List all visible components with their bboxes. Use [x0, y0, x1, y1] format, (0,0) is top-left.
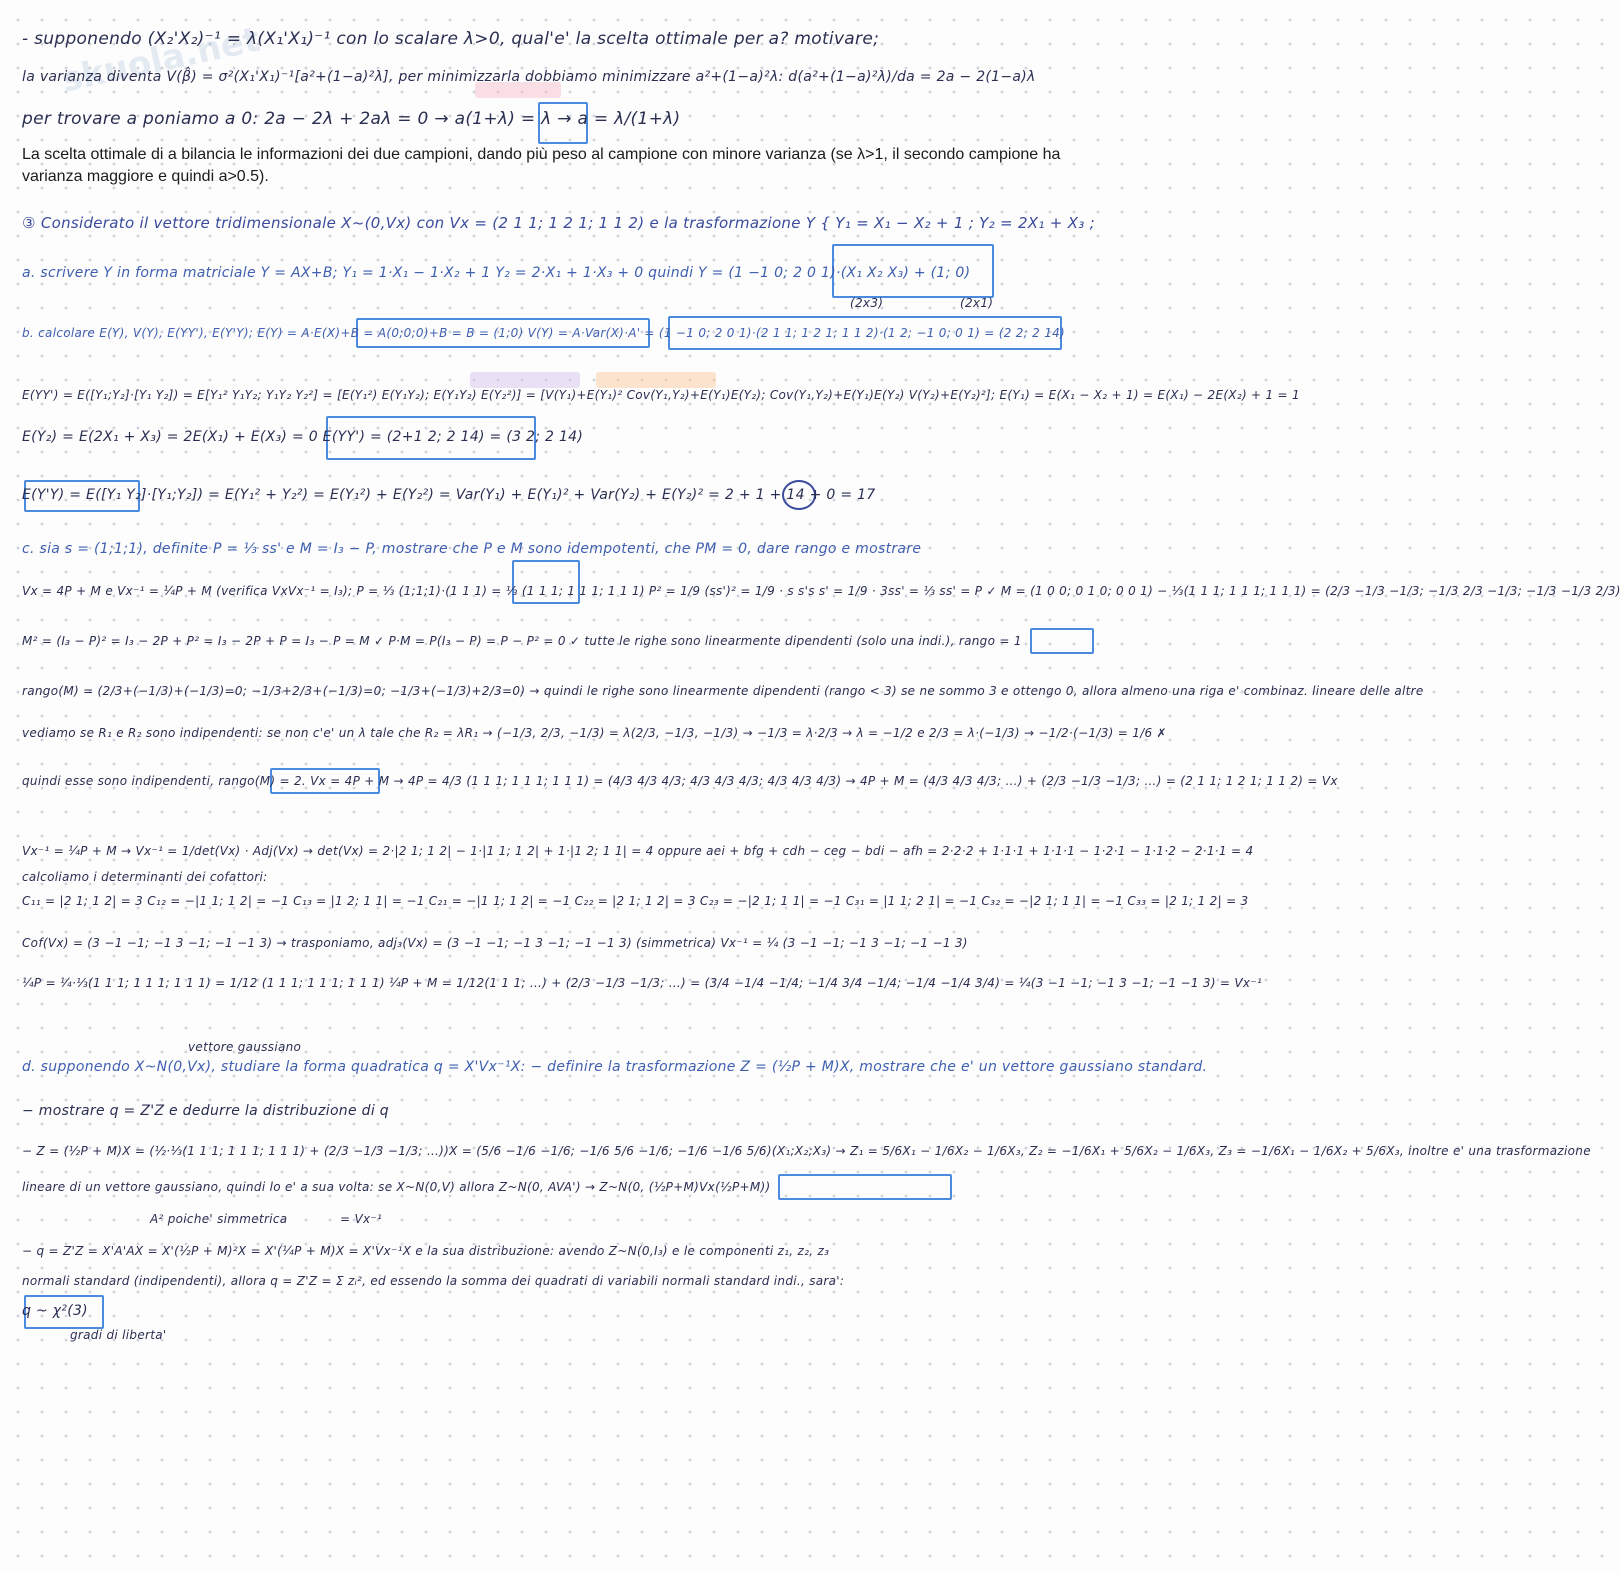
note-line: E(YY') = E([Y₁;Y₂]·[Y₁ Y₂]) = E[Y₁² Y₁Y₂; Y₁Y₂ Y₂²] = [E(Y₁²) E(Y₁Y₂); E(Y₁Y₂) E(Y₂²)] = [V(Y₁)+E(Y₁)² Cov(Y₁,Y₂)+E(Y₁)E(Y₂); Cov(Y₁,Y₂)+E(Y₁)E(Y₂) V(Y₂)+E(Y₂)²]; E(Y₁) = E(X₁ − X₂ + 1) = E(X₁) − 2E(X₂) + 1 = 1 [22, 388, 1300, 402]
note-line: ¼P = ¼·⅓(1 1 1; 1 1 1; 1 1 1) = 1/12 (1 1 1; 1 1 1; 1 1 1) ¼P + M = 1/12(1 1 1; …) + (2/3 −1/3 −1/3; …) = (3/4 −1/4 −1/4; −1/4 3/4 −1/4; −1/4 −1/4 3/4) = ¼(3 −1 −1; −1 3 −1; −1 −1 3) = Vx⁻¹ [22, 976, 1263, 990]
note-line: per trovare a poniamo a 0: 2a − 2λ + 2aλ = 0 → a(1+λ) = λ → a = λ/(1+λ) [22, 109, 681, 129]
typed-paragraph: La scelta ottimale di a bilancia le informazioni dei due campioni, dando più peso al campione con minore varianza (se λ>1, il secondo campione ha varianza maggiore e quindi a>0.5). [22, 146, 1061, 185]
note-line: − mostrare q = Z'Z e dedurre la distribuzione di q [22, 1103, 389, 1119]
note-line: a. scrivere Y in forma matriciale Y = AX+B; Y₁ = 1·X₁ − 1·X₂ + 1 Y₂ = 2·X₁ + 1·X₃ + 0 quindi Y = (1 −1 0; 2 0 1)·(X₁ X₂ X₃) + (1; 0) [22, 265, 971, 281]
note-line: vediamo se R₁ e R₂ sono indipendenti: se non c'e' un λ tale che R₂ = λR₁ → (−1/3, 2/3, −1/3) = λ(2/3, −1/3, −1/3) → −1/3 = λ·2/3 → λ = −1/2 e 2/3 = λ·(−1/3) → −1/2·(−1/3) = 1/6 ✗ [22, 726, 1167, 740]
note-line: lineare di un vettore gaussiano, quindi lo e' a sua volta: se X~N(0,V) allora Z~N(0, AVA') → Z~N(0, (½P+M)Vx(½P+M)) [22, 1180, 771, 1194]
note-line: b. calcolare E(Y), V(Y), E(YY'), E(Y'Y); E(Y) = A·E(X)+B = A(0;0;0)+B = B = (1;0) V(Y) = A·Var(X)·A' = (1 −1 0; 2 0 1)·(2 1 1; 1 2 1; 1 1 2)·(1 2; −1 0; 0 1) = (2 2; 2 14) [22, 326, 1066, 340]
note-line: C₁₁ = |2 1; 1 2| = 3 C₁₂ = −|1 1; 1 2| = −1 C₁₃ = |1 2; 1 1| = −1 C₂₁ = −|1 1; 1 2| = −1 C₂₂ = |2 1; 1 2| = 3 C₂₃ = −|2 1; 1 1| = −1 C₃₁ = |1 1; 2 1| = −1 C₃₂ = −|2 1; 1 1| = −1 C₃₃ = |2 1; 1 2| = 3 [22, 894, 1249, 908]
note-line: c. sia s = (1;1;1), definite P = ⅓ ss' e M = I₃ − P, mostrare che P e M sono idempotenti, che PM = 0, dare rango e mostrare [22, 541, 922, 557]
note-line: Vx = 4P + M e Vx⁻¹ = ¼P + M (verifica VxVx⁻¹ = I₃); P = ⅓ (1;1;1)·(1 1 1) = ⅓ (1 1 1; 1 1 1; 1 1 1) P² = 1/9 (ss')² = 1/9 · s s's s' = 1/9 · 3ss' = ⅓ ss' = P ✓ M = (1 0 0; 0 1 0; 0 0 1) − ⅓(1 1 1; 1 1 1; 1 1 1) = (2/3 −1/3 −1/3; −1/3 2/3 −1/3; −1/3 −1/3 2/3) [22, 584, 1621, 598]
note-line: Vx⁻¹ = ¼P + M → Vx⁻¹ = 1/det(Vx) · Adj(Vx) → det(Vx) = 2·|2 1; 1 2| − 1·|1 1; 1 2| + 1·|1 2; 1 1| = 4 oppure aei + bfg + cdh − ceg − bdi − afh = 2·2·2 + 1·1·1 + 1·1·1 − 1·2·1 − 1·1·2 − 2·1·1 = 4 [22, 844, 1254, 858]
note-line: E(Y'Y) = E([Y₁ Y₂]·[Y₁;Y₂]) = E(Y₁² + Y₂²) = E(Y₁²) + E(Y₂²) = Var(Y₁) + E(Y₁)² + Var(Y₂) + E(Y₂)² = 2 + 1 + 14 + 0 = 17 [22, 487, 876, 503]
annotation: = Vx⁻¹ [340, 1212, 383, 1226]
note-line: la varianza diventa V(β̂) = σ²(X₁'X₁)⁻¹[a²+(1−a)²λ], per minimizzarla dobbiamo minimizzare a²+(1−a)²λ: d(a²+(1−a)²λ)/da = 2a − 2(1−a)λ [22, 69, 1036, 85]
note-line: − Z = (½P + M)X = (½·⅓(1 1 1; 1 1 1; 1 1 1) + (2/3 −1/3 −1/3; …))X = (5/6 −1/6 −1/6; −1/6 5/6 −1/6; −1/6 −1/6 5/6)(X₁;X₂;X₃) → Z₁ = 5/6X₁ − 1/6X₂ − 1/6X₃, Z₂ = −1/6X₁ + 5/6X₂ − 1/6X₃, Z₃ = −1/6X₁ − 1/6X₂ + 5/6X₃, inoltre e' una trasformazione [22, 1144, 1591, 1158]
note-line: E(Y₂) = E(2X₁ + X₃) = 2E(X₁) + E(X₃) = 0 E(YY') = (2+1 2; 2 14) = (3 2; 2 14) [22, 429, 584, 445]
note-line: rango(M) = (2/3+(−1/3)+(−1/3)=0; −1/3+2/3+(−1/3)=0; −1/3+(−1/3)+2/3=0) → quindi le righe sono linearmente dipendenti (rango < 3) se ne sommo 3 e ottengo 0, allora almeno una riga e' combinaz. lineare delle altre [22, 684, 1424, 698]
note-line: - supponendo (X₂'X₂)⁻¹ = λ(X₁'X₁)⁻¹ con lo scalare λ>0, qual'e' la scelta ottimale per a? motivare; [22, 29, 880, 49]
note-line: q ~ χ²(3) [22, 1303, 88, 1319]
dim-label: (2x1) [960, 296, 994, 310]
note-line: calcoliamo i determinanti dei cofattori: [22, 870, 268, 884]
note-line: − q = Z'Z = X'A'AX = X'(½P + M)²X = X'(¼P + M)X = X'Vx⁻¹X e la sua distribuzione: avendo Z~N(0,I₃) e le componenti z₁, z₂, z₃ [22, 1244, 830, 1258]
watermark: skuola.net [58, 19, 264, 101]
annotation: A² poiche' simmetrica [150, 1212, 288, 1226]
note-line: M² = (I₃ − P)² = I₃ − 2P + P² = I₃ − 2P + P = I₃ − P = M ✓ P·M = P(I₃ − P) = P − P² = 0 ✓ tutte le righe sono linearmente dipendenti (solo una indi.), rango = 1 [22, 634, 1022, 648]
annotation: vettore gaussiano [188, 1040, 302, 1054]
annotation: gradi di liberta' [70, 1328, 167, 1342]
note-line: Cof(Vx) = (3 −1 −1; −1 3 −1; −1 −1 3) → trasponiamo, adj₃(Vx) = (3 −1 −1; −1 3 −1; −1 −1 3) (simmetrica) Vx⁻¹ = ¼ (3 −1 −1; −1 3 −1; −1 −1 3) [22, 936, 968, 950]
dim-label: (2x3) [850, 296, 884, 310]
note-line: d. supponendo X~N(0,Vx), studiare la forma quadratica q = X'Vx⁻¹X: − definire la trasformazione Z = (½P + M)X, mostrare che e' un vettore gaussiano standard. [22, 1059, 1208, 1075]
note-line: normali standard (indipendenti), allora q = Z'Z = Σ zᵢ², ed essendo la somma dei quadrati di variabili normali standard indi., sara': [22, 1274, 845, 1288]
exercise-heading: ③ Considerato il vettore tridimensionale X~(0,Vx) con Vx = (2 1 1; 1 2 1; 1 1 2) e la trasformazione Y { Y₁ = X₁ − X₂ + 1 ; Y₂ = 2X₁ + X₃ ; [22, 214, 1095, 232]
note-line: quindi esse sono indipendenti, rango(M) = 2. Vx = 4P + M → 4P = 4/3 (1 1 1; 1 1 1; 1 1 1) = (4/3 4/3 4/3; 4/3 4/3 4/3; 4/3 4/3 4/3) → 4P + M = (4/3 4/3 4/3; …) + (2/3 −1/3 −1/3; …) = (2 1 1; 1 2 1; 1 1 2) = Vx [22, 774, 1338, 788]
